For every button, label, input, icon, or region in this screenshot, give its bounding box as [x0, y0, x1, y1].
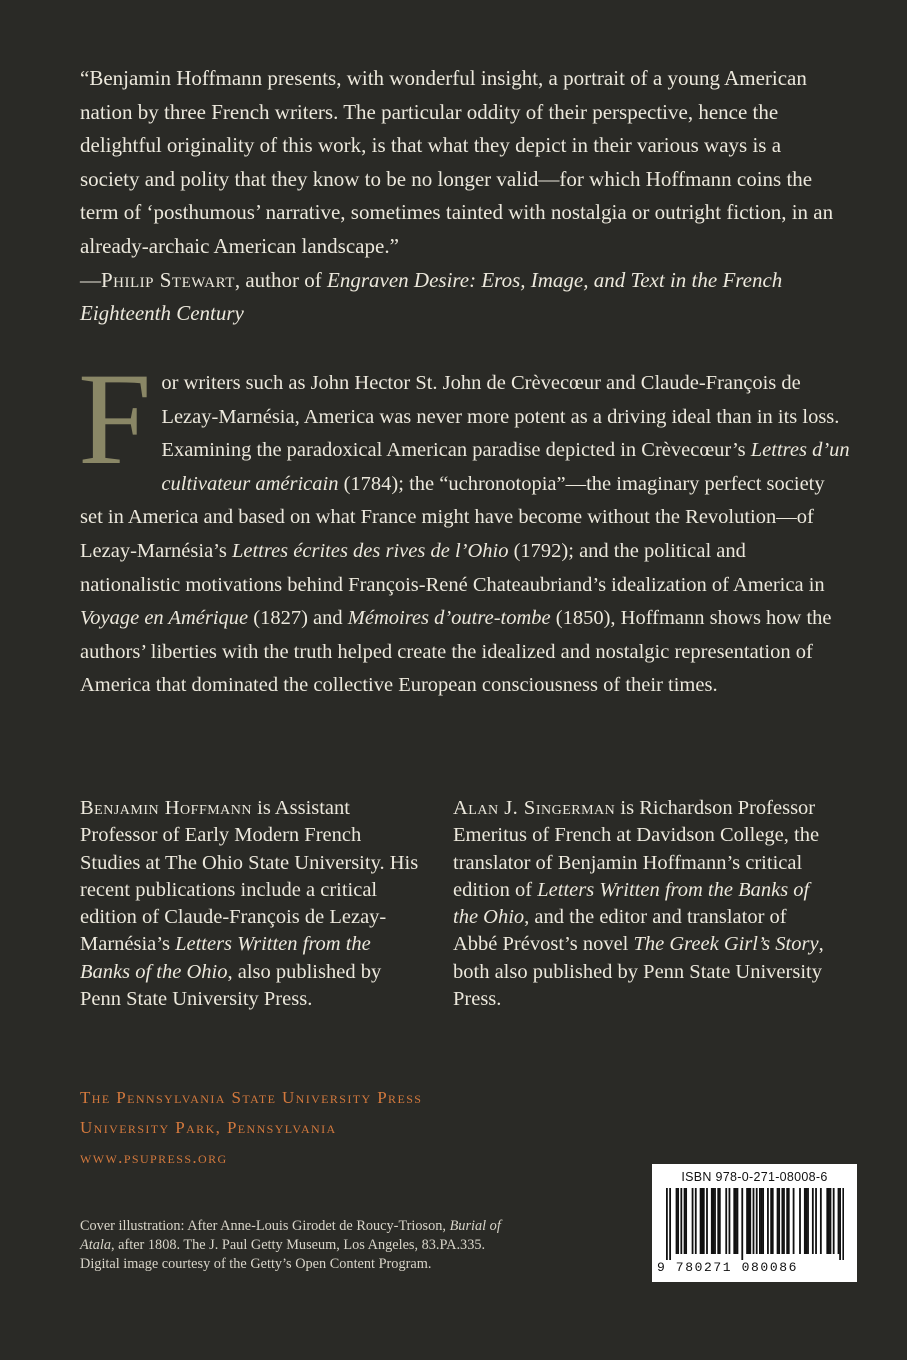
translator-name: Alan J. Singerman	[453, 797, 616, 819]
endorsement-blurb	[80, 62, 840, 331]
publisher-block	[80, 1083, 422, 1173]
isbn-barcode	[652, 1164, 857, 1282]
translator-bio: Alan J. Singerman is Richardson Professor Emeritus of French at Davidson College, the translator of Benjamin Hoffmann’s critical edition of Letters Written from the Banks of the Ohio, and the editor and translator of Abbé Prévost’s novel The Greek Girl’s Story, both also published by Penn State University Press.	[453, 797, 824, 1011]
author-name: Benjamin Hoffmann	[80, 797, 253, 819]
publisher-website: www.psupress.org	[80, 1148, 228, 1167]
barcode-bars	[666, 1188, 844, 1260]
cover-credit: Cover illustration: After Anne-Louis Girodet de Roucy-Trioson, Burial of Atala, after 1808. The J. Paul Getty Museum, Los Angeles, 83.PA.335. Digital image courtesy of the Getty’s Open Content Program.	[80, 1218, 501, 1273]
author-bio: Benjamin Hoffmann is Assistant Professor of Early Modern French Studies at The Ohio State University. His recent publications include a critical edition of Claude-François de Lezay-Marnésia’s Letters Written from the Banks of the Ohio, also published by Penn State University Press.	[80, 797, 419, 1011]
endorsement-quote: “Benjamin Hoffmann presents, with wonderful insight, a portrait of a young American nation by three French writers. The particular oddity of their perspective, hence the delightful originality of this work, is that what they depict in their various ways is a society and polity that they know to be no longer valid—for which Hoffmann coins the term of ‘posthumous’ narrative, sometimes tainted with nostalgia or outright fiction, in an already-archaic American landscape.”	[80, 66, 834, 258]
book-description	[78, 345, 850, 703]
endorser-name: Philip Stewart	[101, 267, 235, 292]
drop-cap: F	[78, 345, 152, 492]
endorser-book-title: Engraven Desire: Eros, Image, and Text in the French Eighteenth Century	[80, 267, 783, 326]
isbn-label: ISBN 978-0-271-08008-6	[681, 1170, 828, 1184]
description-text: or writers such as John Hector St. John de Crèvecœur and Claude-François de Lezay-Marnésia, America was never more potent as a driving ideal than in its loss. Examining the paradoxical American paradise depicted in Crèvecœur’s Lettres d’un cultivateur américain (1784); the “uchronotopia”—the imaginary perfect society set in America and based on what France might have become without the Revolution—of Lezay-Marnésia’s Lettres écrites des rives de l’Ohio (1792); and the political and nationalistic motivations behind François-René Chateaubriand’s idealization of America in Voyage en Amérique (1827) and Mémoires d’outre-tombe (1850), Hoffmann shows how the authors’ liberties with the truth helped create the idealized and nostalgic representation of America that dominated the collective European consciousness of their times.	[80, 372, 850, 697]
endorsement-attribution: —Philip Stewart, author of Engraven Desire: Eros, Image, and Text in the French Eighteenth Century	[80, 267, 783, 326]
publisher-location: University Park, Pennsylvania	[80, 1118, 337, 1137]
barcode-digits: 9 780271 080086	[657, 1260, 799, 1275]
publisher-name: The Pennsylvania State University Press	[80, 1088, 423, 1107]
